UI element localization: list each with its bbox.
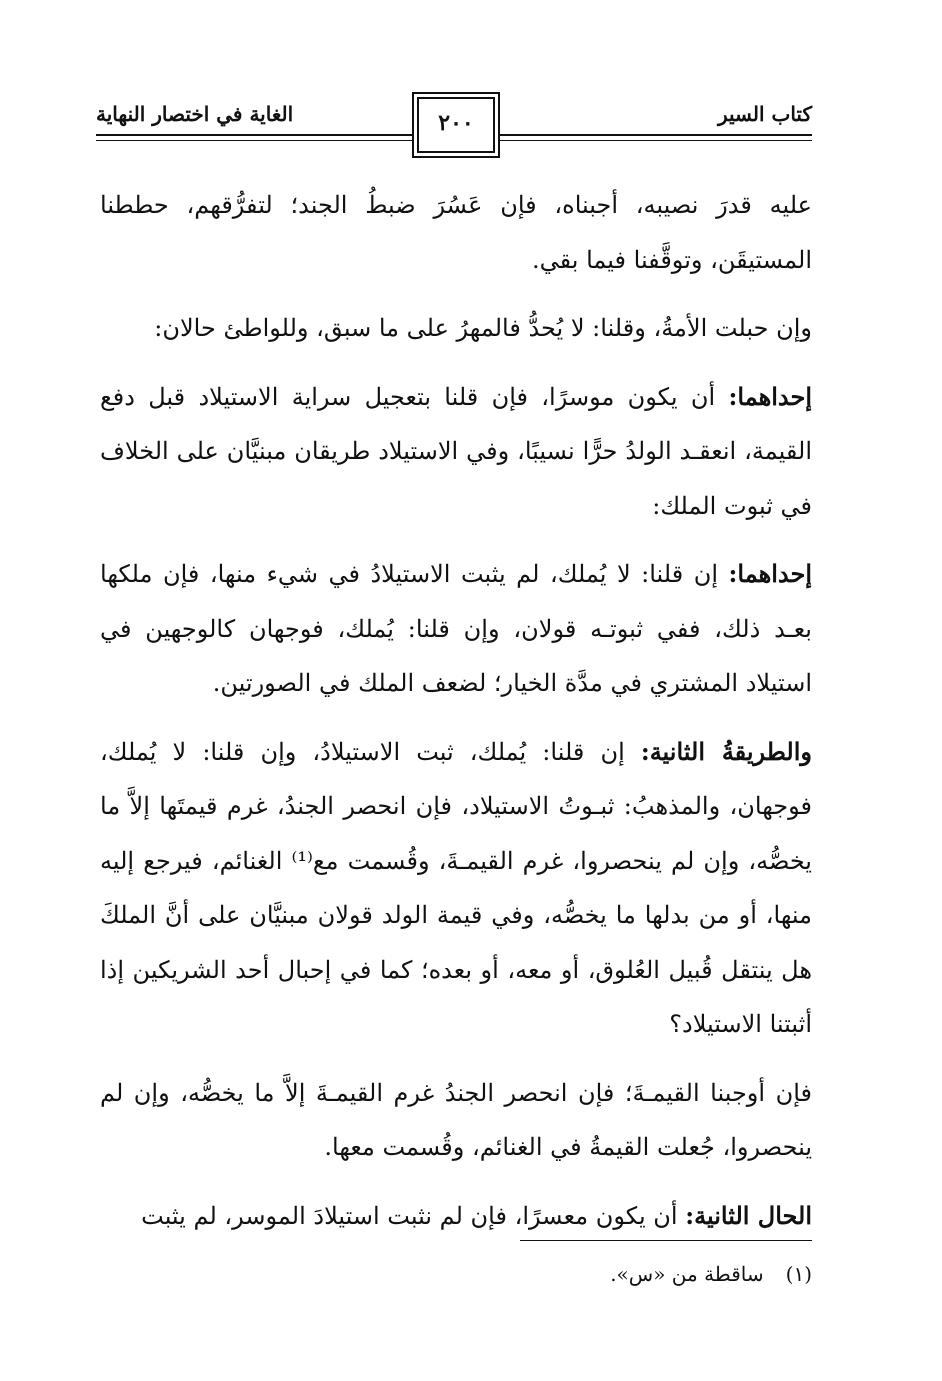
footnote — [610, 1262, 812, 1286]
page-number: ٢٠٠ — [438, 110, 474, 136]
running-head-section: كتاب السير — [717, 102, 812, 126]
footnote-separator — [520, 1240, 812, 1241]
paragraph: إحداهما: إن قلنا: لا يُملك، لم يثبت الاستيلادُ في شيء منها، فإن ملكها بعـد ذلك، ففي ثبوتـه قولان، وإن قلنا: يُملك، فوجهان كالوجهين في استيلاد المشتري في مدَّة الخيار؛ لضعف الملك في الصورتين. — [100, 559, 812, 697]
paragraph-lead: إحداهما: — [728, 559, 812, 588]
paragraph: عليه قدرَ نصيبه، أجبناه، فإن عَسُرَ ضبطُ الجند؛ لتفرُّقهم، حططنا المستيقَن، وتوقَّفنا فيما بقي. — [100, 191, 812, 274]
paragraph: والطريقةُ الثانية: إن قلنا: يُملك، ثبت الاستيلادُ، وإن قلنا: لا يُملك، فوجهان، والمذهبُ: ثبـوتُ الاستيلاد، فإن انحصر الجندُ، غرم قيمتَها إلاَّ ما يخصُّه، وإن لم ينحصروا، غرم القيمـةَ، وقُسمت مع⁽¹⁾ الغنائم، فيرجع إليه منها، أو من بدلها ما يخصُّه، وفي قيمة الولد قولان مبنيَّان على أنَّ الملكَ هل ينتقل قُبيل العُلوق، أو معه، أو بعده؛ كما في إحبال أحد الشريكين إذا أثبتنا الاستيلاد؟ — [100, 736, 813, 1038]
paragraph: وإن حبلت الأمةُ، وقلنا: لا يُحدُّ فالمهرُ على ما سبق، وللواطئ حالان: — [154, 314, 812, 342]
paragraph: الحال الثانية: أن يكون معسرًا، فإن لم نثبت استيلادَ الموسر، لم يثبت — [141, 1200, 812, 1230]
footnote-number: (١) — [785, 1262, 812, 1286]
running-head-title: الغاية في اختصار النهاية — [96, 102, 294, 126]
paragraph-lead: والطريقةُ الثانية: — [640, 736, 813, 766]
page-number-frame — [412, 92, 500, 158]
paragraph-lead: إحداهما: — [728, 381, 812, 411]
page-header — [96, 96, 812, 156]
paragraph: فإن أوجبنا القيمـةَ؛ فإن انحصر الجندُ غرم القيمـةَ إلاَّ ما يخصُّه، وإن لم ينحصروا، جُعلت القيمةُ في الغنائم، وقُسمت معها. — [100, 1078, 812, 1161]
main-text — [100, 178, 812, 1257]
footnote-text: ساقطة من «س». — [610, 1262, 764, 1286]
paragraph-lead: الحال الثانية: — [685, 1200, 812, 1230]
paragraph: إحداهما: أن يكون موسرًا، فإن قلنا بتعجيل سراية الاستيلاد قبل دفع القيمة، انعقـد الولدُ حرًّا نسيبًا، وفي الاستيلاد طريقان مبنيَّان على الخلاف في ثبوت الملك: — [100, 381, 812, 520]
